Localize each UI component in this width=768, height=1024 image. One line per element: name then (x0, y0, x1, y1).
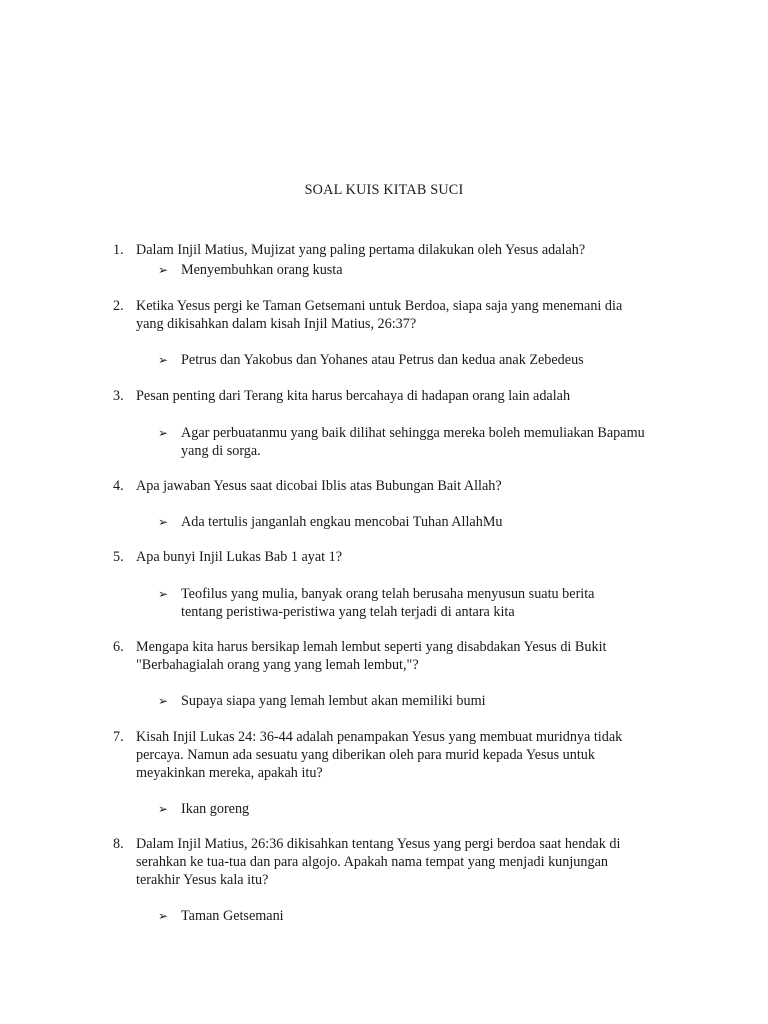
question-8 (113, 835, 673, 889)
question-text: Dalam Injil Matius, 26:36 dikisahkan tentang Yesus yang pergi berdoa saat hendak di serahkan ke tua-tua dan para algojo. Apakah nama tempat yang menjadi kunjungan terakhir Yesus kala itu? (136, 836, 621, 888)
question-text: Apa jawaban Yesus saat dicobai Iblis atas Bubungan Bait Allah? (136, 478, 502, 494)
question-2 (113, 297, 673, 333)
answer-8 (158, 907, 678, 925)
answer-text: Taman Getsemani (181, 908, 284, 924)
answer-2 (158, 351, 678, 369)
question-number: 3. (113, 388, 124, 404)
question-3 (113, 387, 673, 405)
question-5 (113, 548, 673, 566)
answer-1 (158, 261, 678, 279)
arrow-bullet-icon: ➢ (158, 909, 169, 923)
question-number: 6. (113, 639, 124, 655)
question-6 (113, 638, 673, 674)
question-text: Kisah Injil Lukas 24: 36-44 adalah penampakan Yesus yang membuat muridnya tidak percaya. Namun ada sesuatu yang diberikan oleh para murid kepada Yesus untuk meyakinkan mereka, apakah itu? (136, 729, 623, 781)
question-text: Dalam Injil Matius, Mujizat yang paling pertama dilakukan oleh Yesus adalah? (136, 242, 586, 258)
question-number: 2. (113, 298, 124, 314)
question-text: Apa bunyi Injil Lukas Bab 1 ayat 1? (136, 549, 343, 565)
question-number: 5. (113, 549, 124, 565)
question-1 (113, 241, 673, 259)
question-number: 1. (113, 242, 124, 258)
answer-text: Petrus dan Yakobus dan Yohanes atau Petrus dan kedua anak Zebedeus (181, 352, 584, 368)
document-title: SOAL KUIS KITAB SUCI (304, 182, 464, 198)
question-number: 4. (113, 478, 124, 494)
answer-7 (158, 800, 678, 818)
answer-text: Ada tertulis janganlah engkau mencobai Tuhan AllahMu (181, 514, 503, 530)
answer-4 (158, 513, 678, 531)
arrow-bullet-icon: ➢ (158, 802, 169, 816)
arrow-bullet-icon: ➢ (158, 587, 169, 601)
answer-5 (158, 585, 678, 621)
question-text: Pesan penting dari Terang kita harus bercahaya di hadapan orang lain adalah (136, 388, 571, 404)
question-4 (113, 477, 673, 495)
arrow-bullet-icon: ➢ (158, 515, 169, 529)
answer-text: Agar perbuatanmu yang baik dilihat sehingga mereka boleh memuliakan Bapamu yang di sorga. (181, 425, 645, 459)
question-number: 8. (113, 836, 124, 852)
answer-6 (158, 692, 678, 710)
question-text: Ketika Yesus pergi ke Taman Getsemani untuk Berdoa, siapa saja yang menemani dia yang dikisahkan dalam kisah Injil Matius, 26:37? (136, 298, 623, 332)
arrow-bullet-icon: ➢ (158, 353, 169, 367)
arrow-bullet-icon: ➢ (158, 694, 169, 708)
answer-text: Teofilus yang mulia, banyak orang telah berusaha menyusun suatu berita tentang peristiwa-peristiwa yang telah terjadi di antara kita (181, 586, 595, 620)
question-text: Mengapa kita harus bersikap lemah lembut seperti yang disabdakan Yesus di Bukit "Berbahagialah orang yang yang lemah lembut,"? (136, 639, 607, 673)
arrow-bullet-icon: ➢ (158, 426, 169, 440)
answer-text: Ikan goreng (181, 801, 250, 817)
question-7 (113, 728, 673, 782)
answer-text: Menyembuhkan orang kusta (181, 262, 343, 278)
answer-text: Supaya siapa yang lemah lembut akan memiliki bumi (181, 693, 486, 709)
question-number: 7. (113, 729, 124, 745)
arrow-bullet-icon: ➢ (158, 263, 169, 277)
answer-3 (158, 424, 678, 460)
